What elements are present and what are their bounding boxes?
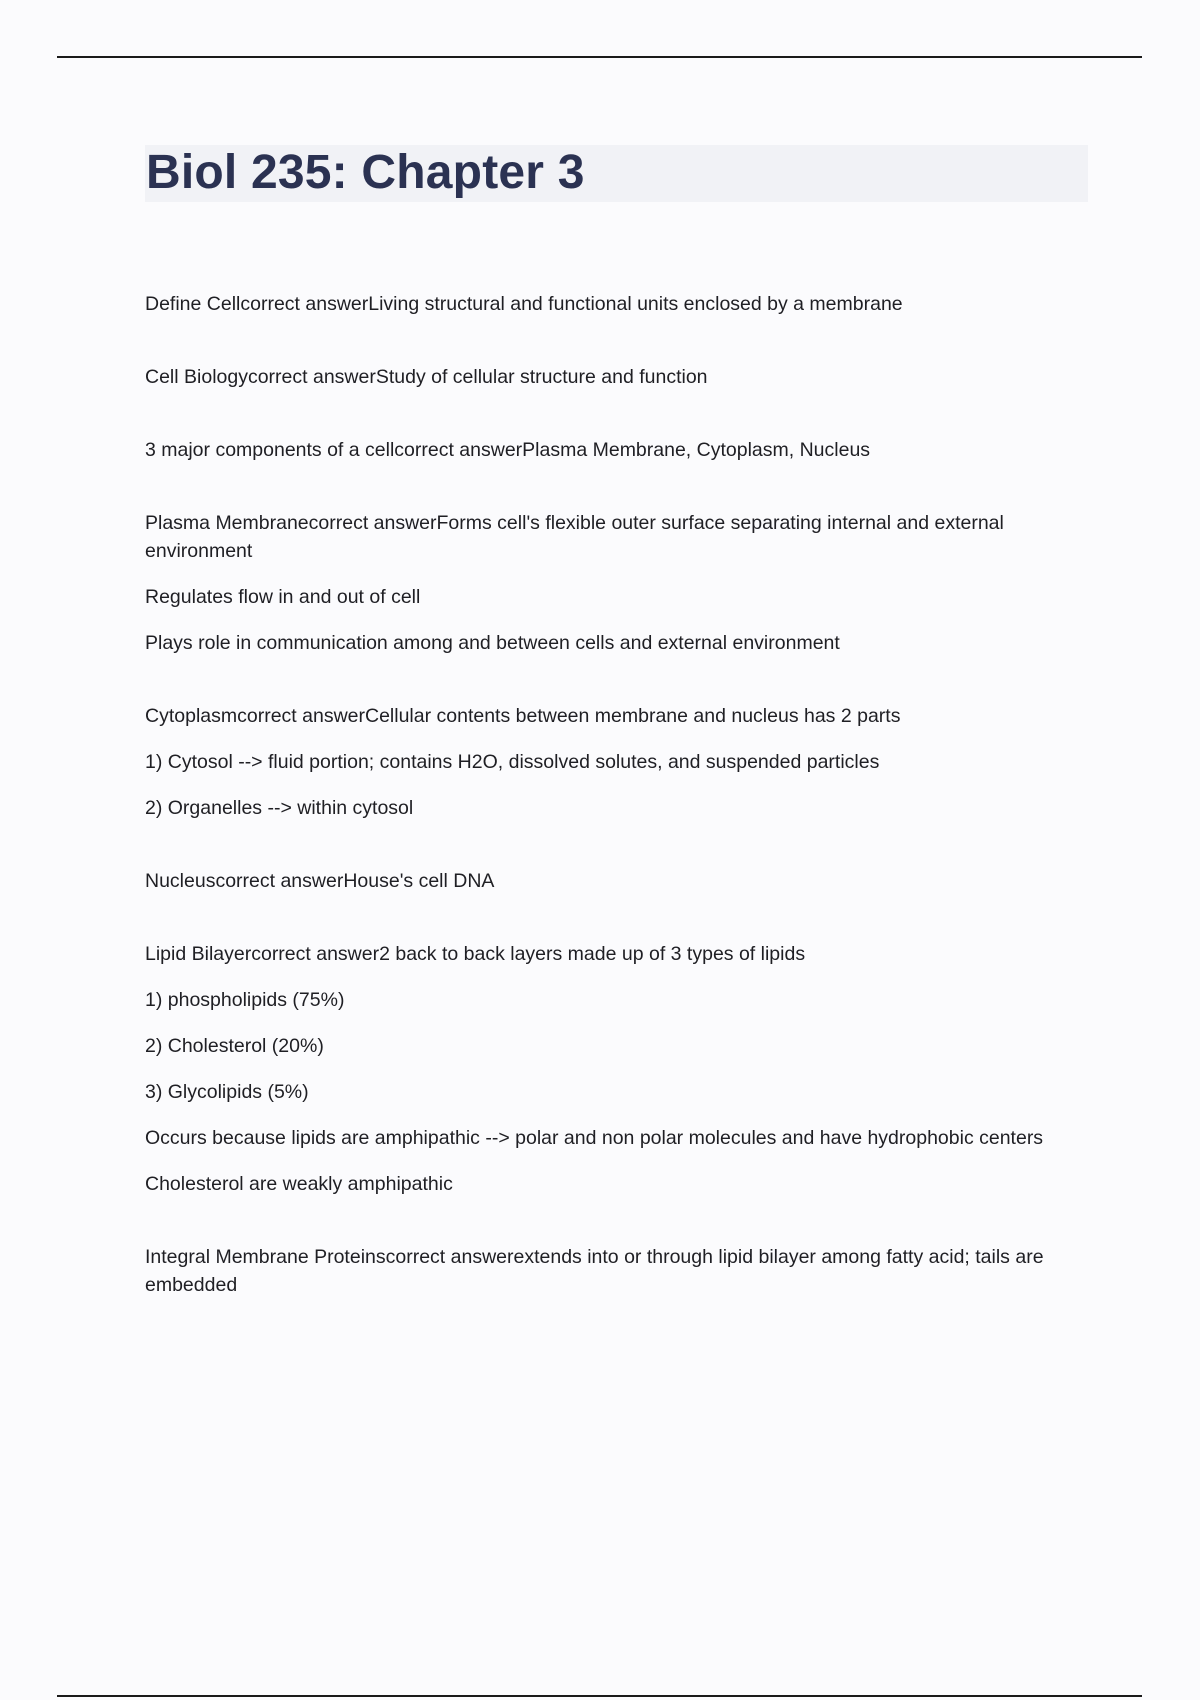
entry-line: 3 major components of a cellcorrect answerPlasma Membrane, Cytoplasm, Nucleus [145, 439, 871, 461]
page-title: Biol 235: Chapter 3 [146, 146, 585, 199]
entry-line: 1) phospholipids (75%) [145, 989, 345, 1011]
entry-line: Occurs because lipids are amphipathic --> polar and non polar molecules and have hydrophobic centers [145, 1127, 1044, 1149]
entry-line: Cell Biologycorrect answerStudy of cellular structure and function [145, 366, 708, 388]
entry-define-cell [145, 290, 1085, 318]
entry-line: 1) Cytosol --> fluid portion; contains H2O, dissolved solutes, and suspended particles [145, 751, 880, 773]
entry-line: Cholesterol are weakly amphipathic [145, 1173, 453, 1195]
entry-major-components [145, 436, 1085, 464]
entry-line: Lipid Bilayercorrect answer2 back to back layers made up of 3 types of lipids [145, 943, 806, 965]
document-body [145, 290, 1085, 1344]
entry-line: Plays role in communication among and between cells and external environment [145, 632, 840, 654]
entry-plasma-membrane [145, 509, 1085, 657]
entry-line: Plasma Membranecorrect answerForms cell's flexible outer surface separating internal and external environment [145, 512, 1004, 562]
entry-line: 2) Organelles --> within cytosol [145, 797, 414, 819]
entry-line: Regulates flow in and out of cell [145, 586, 421, 608]
entry-cell-biology [145, 363, 1085, 391]
top-rule [57, 56, 1142, 58]
entry-line: Cytoplasmcorrect answerCellular contents between membrane and nucleus has 2 parts [145, 705, 901, 727]
entry-cytoplasm [145, 702, 1085, 822]
entry-line: 2) Cholesterol (20%) [145, 1035, 324, 1057]
entry-line: 3) Glycolipids (5%) [145, 1081, 309, 1103]
entry-integral-membrane-proteins [145, 1243, 1085, 1299]
entry-line: Nucleuscorrect answerHouse's cell DNA [145, 870, 495, 892]
entry-line: Define Cellcorrect answerLiving structural and functional units enclosed by a membrane [145, 293, 903, 315]
entry-lipid-bilayer [145, 940, 1085, 1198]
entry-line: Integral Membrane Proteinscorrect answerextends into or through lipid bilayer among fatty acid; tails are embedded [145, 1246, 1044, 1296]
bottom-rule [57, 1695, 1142, 1697]
entry-nucleus [145, 867, 1085, 895]
